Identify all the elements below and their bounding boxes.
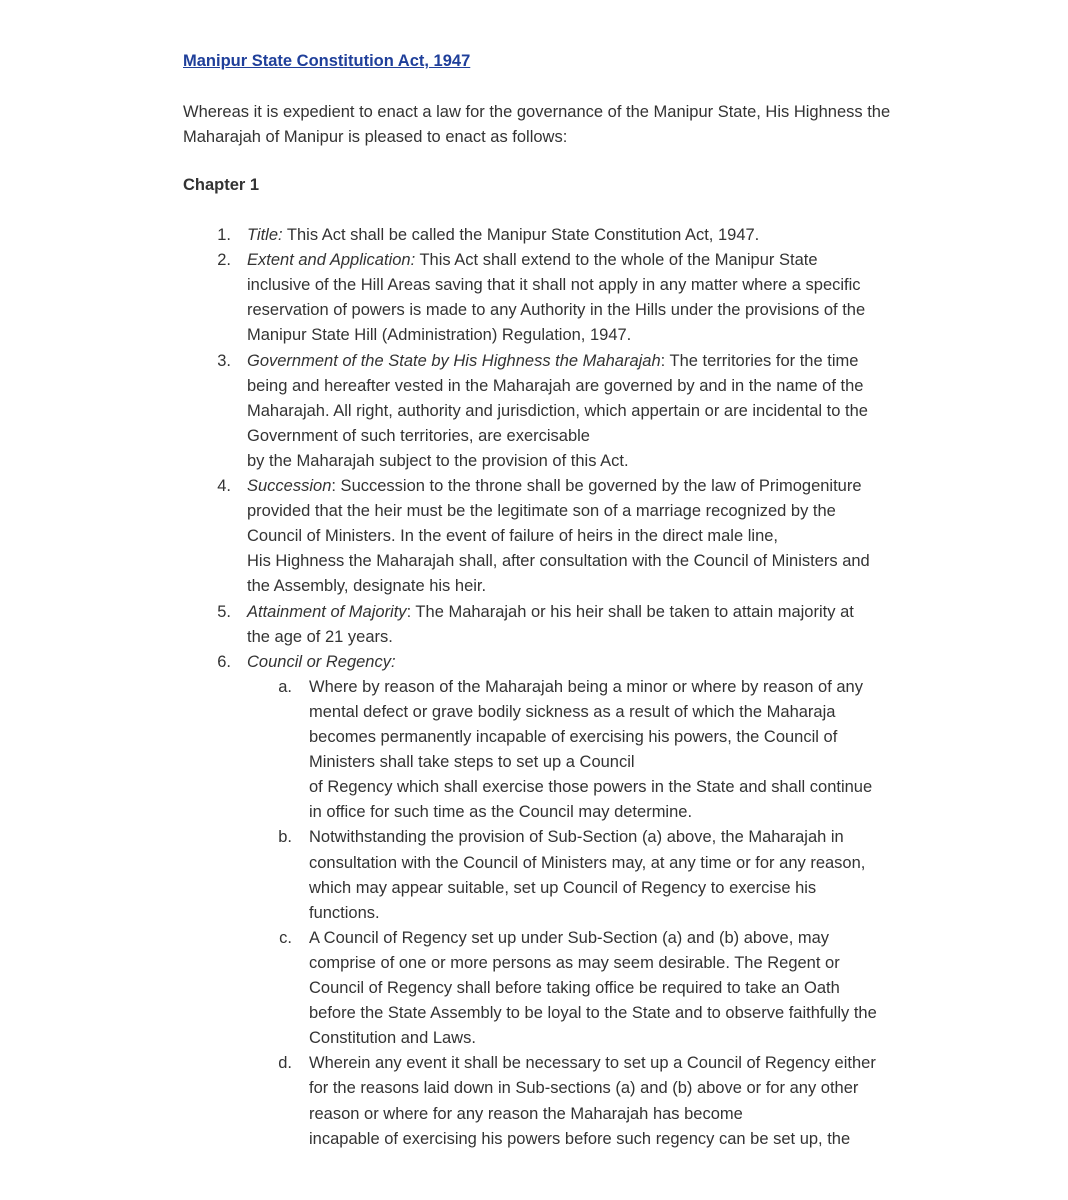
section-number: 5. — [217, 602, 231, 621]
section-heading: Attainment of Majority — [247, 602, 407, 621]
section-heading: Council or Regency: — [247, 652, 396, 671]
subsection-line: Wherein any event it shall be necessary to set up a Council of Regency either — [309, 1054, 876, 1073]
subsection-line: before the State Assembly to be loyal to the State and to observe faithfully the — [309, 1004, 877, 1023]
section-line — [247, 426, 590, 446]
section-heading: Succession — [247, 477, 332, 495]
subsection-line: comprise of one or more persons as may seem desirable. The Regent or — [309, 953, 840, 972]
section-text: provided that the heir must be the legitimate son of a marriage recognized by the — [247, 502, 836, 521]
section-text: Maharajah. All right, authority and jurisdiction, which appertain or are incidental to the — [247, 401, 868, 420]
section-heading: Title: — [247, 226, 283, 244]
subsection-letter: a. — [278, 677, 292, 696]
subsection-line: reason or where for any reason the Maharajah has become — [309, 1104, 743, 1123]
subsection-line: consultation with the Council of Ministers may, at any time or for any reason, — [309, 853, 866, 872]
subsection-line: for the reasons laid down in Sub-sections (a) and (b) above or for any other — [309, 1079, 859, 1098]
section-number: 4. — [217, 477, 231, 495]
section-line — [247, 627, 393, 647]
section-text: reservation of powers is made to any Authority in the Hills under the provisions of the — [247, 301, 866, 320]
section-line — [247, 602, 854, 622]
section-line — [247, 476, 862, 496]
subsection-line: A Council of Regency set up under Sub-Section (a) and (b) above, may — [309, 928, 830, 947]
section-line — [247, 325, 631, 345]
section-line — [247, 300, 865, 320]
section-text: This Act shall be called the Manipur State Constitution Act, 1947. — [282, 226, 760, 244]
subsection-letter: c. — [279, 928, 292, 947]
section-number: 2. — [217, 251, 231, 270]
section-text: the age of 21 years. — [247, 627, 393, 646]
section-line — [247, 351, 858, 371]
section-number: 3. — [217, 351, 231, 370]
section-line — [247, 225, 759, 245]
document-title: Manipur State Constitution Act, 1947 — [183, 52, 471, 70]
subsection-line: functions. — [309, 903, 380, 922]
section-line — [247, 376, 863, 396]
section-text: the Assembly, designate his heir. — [247, 577, 487, 596]
section-heading: Government of the State by His Highness the Maharajah — [247, 351, 661, 370]
section-heading: Extent and Application: — [247, 251, 416, 270]
section-line — [247, 250, 818, 270]
section-line — [247, 275, 861, 295]
subsection-line: Council of Regency shall before taking office be required to take an Oath — [309, 979, 840, 997]
preamble-paragraph: Whereas it is expedient to enact a law for the governance of the Manipur State, His Highness the Maharajah of Manipur is pleased to enact as follows: — [183, 103, 891, 146]
section-number: 1. — [217, 226, 231, 244]
section-line — [247, 576, 486, 596]
section-text: being and hereafter vested in the Maharajah are governed by and in the name of the — [247, 376, 864, 395]
subsection-letter: d. — [278, 1054, 292, 1073]
section-text: This Act shall extend to the whole of the Manipur State — [415, 251, 818, 270]
section-text: Government of such territories, are exercisable — [247, 426, 590, 445]
subsection-line: of Regency which shall exercise those powers in the State and shall continue — [309, 778, 873, 797]
section-line — [247, 526, 778, 546]
section-line — [247, 551, 870, 571]
subsection-line: Ministers shall take steps to set up a Council — [309, 753, 635, 772]
section-text: His Highness the Maharajah shall, after consultation with the Council of Ministers and — [247, 552, 870, 571]
subsection-line: becomes permanently incapable of exercising his powers, the Council of — [309, 728, 838, 746]
subsection-letter: b. — [278, 828, 292, 847]
subsection-line: mental defect or grave bodily sickness as a result of which the Maharaja — [309, 702, 836, 721]
section-line — [247, 501, 836, 521]
chapter-heading: Chapter 1 — [183, 176, 260, 194]
subsection-line: Where by reason of the Maharajah being a minor or where by reason of any — [309, 677, 863, 696]
section-line — [247, 401, 868, 421]
section-text: : Succession to the throne shall be governed by the law of Primogeniture — [331, 477, 862, 495]
section-text: by the Maharajah subject to the provision of this Act. — [247, 451, 629, 470]
subsection-line: which may appear suitable, set up Council of Regency to exercise his — [309, 878, 817, 897]
section-line — [247, 451, 629, 471]
subsection-line: incapable of exercising his powers before such regency can be set up, the — [309, 1129, 851, 1148]
section-text: inclusive of the Hill Areas saving that it shall not apply in any matter where a specific — [247, 276, 861, 295]
section-number: 6. — [217, 652, 231, 671]
subsection-line: Constitution and Laws. — [309, 1029, 476, 1048]
section-text: : The territories for the time — [660, 351, 859, 370]
subsection-line: Notwithstanding the provision of Sub-Section (a) above, the Maharajah in — [309, 828, 844, 847]
section-text: Council of Ministers. In the event of failure of heirs in the direct male line, — [247, 527, 779, 546]
section-line — [247, 652, 396, 672]
section-text: : The Maharajah or his heir shall be taken to attain majority at — [406, 602, 854, 621]
section-text: Manipur State Hill (Administration) Regulation, 1947. — [247, 326, 632, 345]
subsection-line: in office for such time as the Council may determine. — [309, 803, 693, 822]
